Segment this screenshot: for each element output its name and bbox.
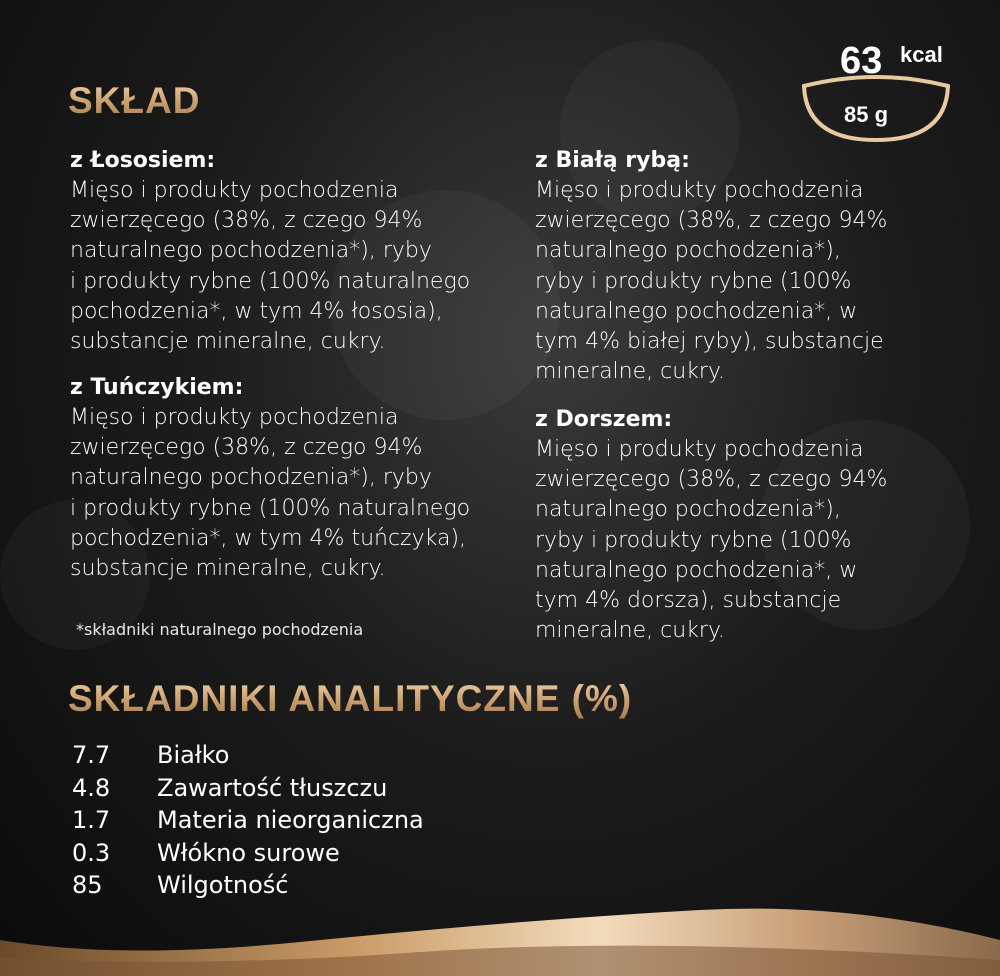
composition-heading: SKŁAD [68,80,201,121]
variant-white-fish [535,146,975,387]
table-row [72,837,424,870]
analytical-heading: SKŁADNIKI ANALITYCZNE (%) [68,678,633,719]
table-row [72,772,424,805]
portion-weight: 85 g [844,102,889,127]
energy-value: 63 [840,40,883,82]
analytical-label: Materia nieorganiczna [157,806,424,834]
variant-composition: Mięso i produkty pochodzenia zwierzęcego (38%, z czego 94% naturalnego pochodzenia*), ryby i produkty rybne (100% naturalnego pochodzenia*, w tym 4% łososia), substancje mineralne, cukry. [70,178,471,355]
variant-salmon [70,146,510,357]
energy-unit: kcal [900,42,943,67]
variant-title: z Dorszem: [535,407,673,432]
footnote: *składniki naturalnego pochodzenia [76,620,364,639]
variant-title: z Łososiem: [70,148,216,173]
gold-ribbon-decoration [0,880,1000,976]
variant-tuna [70,373,510,584]
variant-cod [535,405,975,646]
analytical-value: 85 [72,871,103,899]
energy-badge [796,36,956,146]
variant-title: z Tuńczykiem: [70,375,244,400]
variant-composition: Mięso i produkty pochodzenia zwierzęcego (38%, z czego 94% naturalnego pochodzenia*), ryby i produkty rybne (100% naturalnego pochodzenia*, w tym 4% dorsza), substancje mineralne, cukry. [535,437,888,644]
analytical-value: 1.7 [72,806,111,834]
table-row [72,739,424,772]
analytical-value: 7.7 [72,741,111,769]
analytical-label: Zawartość tłuszczu [157,773,388,802]
table-row [72,804,424,837]
variant-title: z Białą rybą: [535,148,690,173]
analytical-value: 4.8 [72,773,111,802]
analytical-table [72,739,424,902]
analytical-label: Włókno surowe [157,838,340,867]
analytical-value: 0.3 [72,838,111,867]
analytical-label: Białko [157,741,230,769]
analytical-label: Wilgotność [157,871,289,899]
variant-composition: Mięso i produkty pochodzenia zwierzęcego (38%, z czego 94% naturalnego pochodzenia*), ryby i produkty rybne (100% naturalnego pochodzenia*, w tym 4% tuńczyka), substancje mineralne, cukry. [70,405,471,582]
variant-composition: Mięso i produkty pochodzenia zwierzęcego (38%, z czego 94% naturalnego pochodzenia*), ryby i produkty rybne (100% naturalnego pochodzenia*, w tym 4% białej ryby), substancje mineralne, cukry. [535,178,888,385]
